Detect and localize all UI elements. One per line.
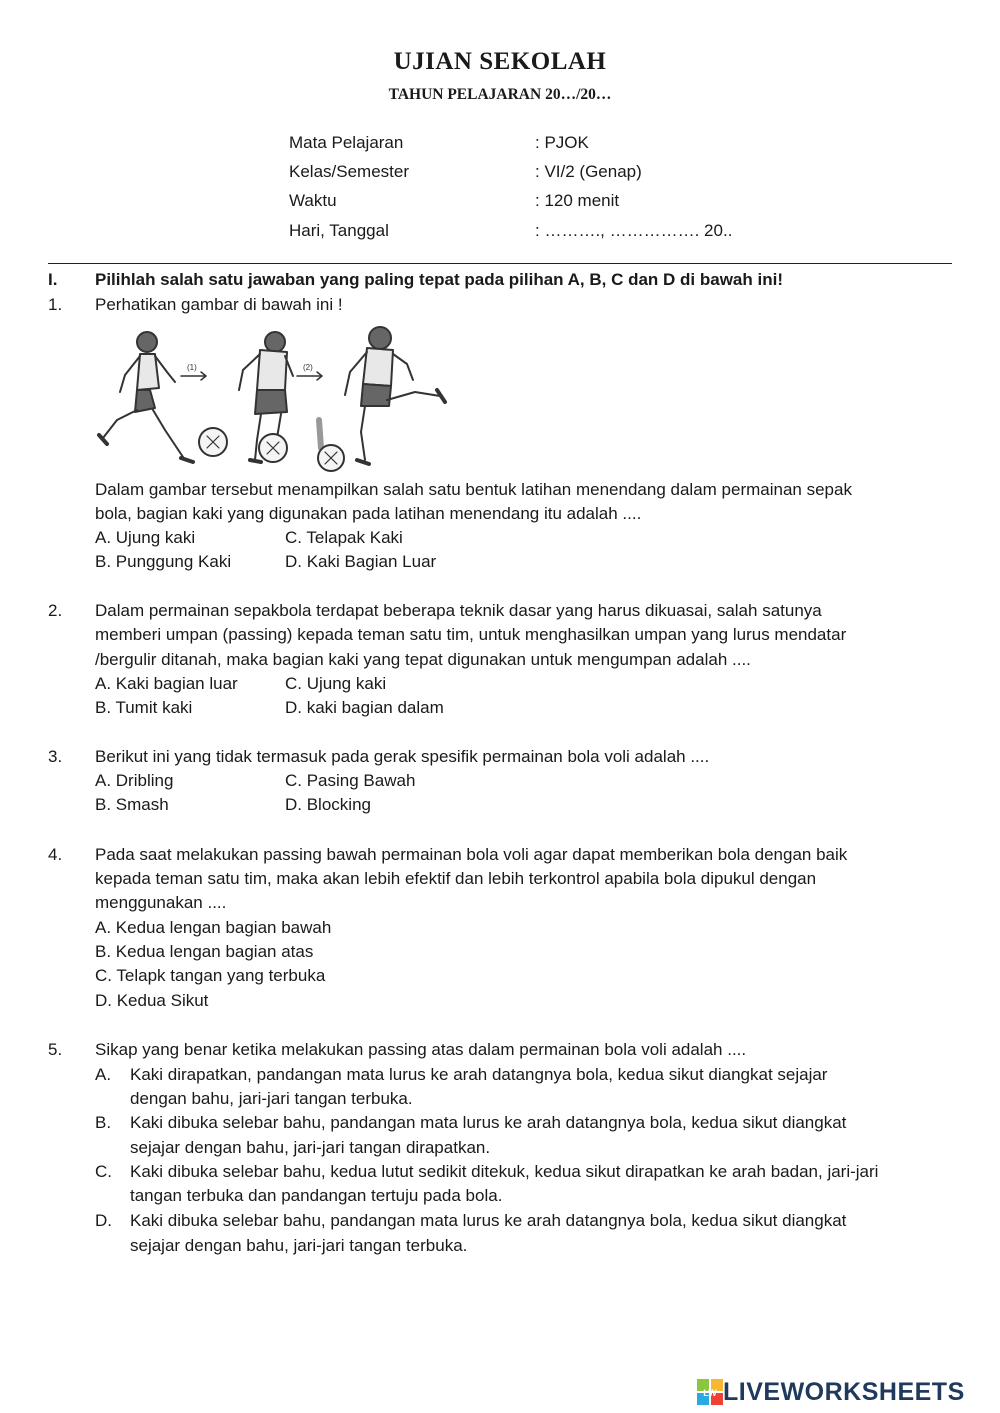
option-b[interactable]: B. Tumit kaki (95, 698, 193, 717)
option-d[interactable]: D. Kaki Bagian Luar (285, 552, 437, 571)
option-d-text[interactable]: Kaki dibuka selebar bahu, pandangan mata lurus ke arah datangnya bola, kedua sikut diangkat (130, 1211, 847, 1230)
meta-value: : ………., ……………. 20.. (535, 221, 733, 240)
liveworksheets-logo[interactable] (697, 1378, 965, 1406)
option-b[interactable]: B. Kedua lengan bagian atas (95, 942, 314, 961)
question-number: 1. (48, 295, 63, 314)
question-stem: Sikap yang benar ketika melakukan passing atas dalam permainan bola voli adalah .... (95, 1040, 747, 1059)
question-stem: Dalam gambar tersebut menampilkan salah satu bentuk latihan menendang dalam permainan sepak (95, 480, 852, 499)
option-c-text[interactable]: Kaki dibuka selebar bahu, kedua lutut sedikit ditekuk, kedua sikut dirapatkan ke arah badan, jari-jari (130, 1162, 879, 1181)
question-stem: Berikut ini yang tidak termasuk pada gerak spesifik permainan bola voli adalah .... (95, 747, 710, 766)
option-a-text[interactable]: Kaki dirapatkan, pandangan mata lurus ke arah datangnya bola, kedua sikut diangkat sejajar (130, 1065, 828, 1084)
question-stem: Dalam permainan sepakbola terdapat beberapa teknik dasar yang harus dikuasai, salah satunya (95, 601, 822, 620)
question-stem: menggunakan .... (95, 893, 227, 912)
question-number: 5. (48, 1040, 63, 1059)
meta-value: : VI/2 (Genap) (535, 162, 642, 181)
option-b[interactable]: B. Punggung Kaki (95, 552, 232, 571)
option-c[interactable]: C. Ujung kaki (285, 674, 387, 693)
option-d-letter[interactable]: D. (95, 1211, 112, 1230)
question-stem: bola, bagian kaki yang digunakan pada latihan menendang itu adalah .... (95, 504, 642, 523)
option-a-letter[interactable]: A. (95, 1065, 112, 1084)
option-a[interactable]: A. Kaki bagian luar (95, 674, 238, 693)
question-number: 3. (48, 747, 63, 766)
question-stem: memberi umpan (passing) kepada teman satu tim, untuk menghasilkan umpan yang lurus mendatar (95, 625, 847, 644)
logo-badge-text: LW (703, 1388, 717, 1398)
page-subtitle: TAHUN PELAJARAN 20…/20… (388, 86, 612, 103)
option-d-text[interactable]: sejajar dengan bahu, jari-jari tangan terbuka. (130, 1236, 468, 1255)
soccer-kick-illustration (95, 320, 455, 475)
meta-label: Kelas/Semester (289, 162, 409, 181)
option-a-text[interactable]: dengan bahu, jari-jari tangan terbuka. (130, 1089, 413, 1108)
option-c[interactable]: C. Telapak Kaki (285, 528, 403, 547)
meta-value: : 120 menit (535, 191, 620, 210)
header-divider (48, 263, 952, 264)
option-d[interactable]: D. Blocking (285, 795, 371, 814)
option-b-text[interactable]: Kaki dibuka selebar bahu, pandangan mata lurus ke arah datangnya bola, kedua sikut diangkat (130, 1113, 847, 1132)
logo-text: LIVEWORKSHEETS (723, 1377, 965, 1406)
option-c[interactable]: C. Telapk tangan yang terbuka (95, 966, 326, 985)
question-stem: kepada teman satu tim, maka akan lebih efektif dan lebih terkontrol apabila bola dipukul dengan (95, 869, 817, 888)
section-instruction: Pilihlah salah satu jawaban yang paling tepat pada pilihan A, B, C dan D di bawah ini! (95, 270, 783, 289)
question-stem: Pada saat melakukan passing bawah permainan bola voli agar dapat memberikan bola dengan baik (95, 845, 848, 864)
meta-label: Mata Pelajaran (289, 133, 404, 152)
question-number: 2. (48, 601, 63, 620)
question-stem: /bergulir ditanah, maka bagian kaki yang tepat digunakan untuk mengumpan adalah .... (95, 650, 751, 669)
option-a[interactable]: A. Ujung kaki (95, 528, 196, 547)
option-b-text[interactable]: sejajar dengan bahu, jari-jari tangan dirapatkan. (130, 1138, 491, 1157)
option-c[interactable]: C. Pasing Bawah (285, 771, 416, 790)
figure-label: (2) (303, 363, 313, 372)
option-c-letter[interactable]: C. (95, 1162, 112, 1181)
player-head-icon (137, 332, 157, 352)
option-b[interactable]: B. Smash (95, 795, 169, 814)
meta-label: Hari, Tanggal (289, 221, 389, 240)
meta-label: Waktu (289, 191, 337, 210)
option-d[interactable]: D. Kedua Sikut (95, 991, 209, 1010)
liveworksheets-badge-icon (697, 1379, 723, 1405)
figure-label: (1) (187, 363, 197, 372)
option-c-text[interactable]: tangan terbuka dan pandangan tertuju pada bola. (130, 1186, 503, 1205)
option-a[interactable]: A. Dribling (95, 771, 174, 790)
question-number: 4. (48, 845, 63, 864)
option-d[interactable]: D. kaki bagian dalam (285, 698, 444, 717)
question-intro: Perhatikan gambar di bawah ini ! (95, 295, 343, 314)
meta-value: : PJOK (535, 133, 589, 152)
option-b-letter[interactable]: B. (95, 1113, 112, 1132)
section-number: I. (48, 270, 58, 289)
page-title: UJIAN SEKOLAH (393, 48, 607, 75)
option-a[interactable]: A. Kedua lengan bagian bawah (95, 918, 332, 937)
